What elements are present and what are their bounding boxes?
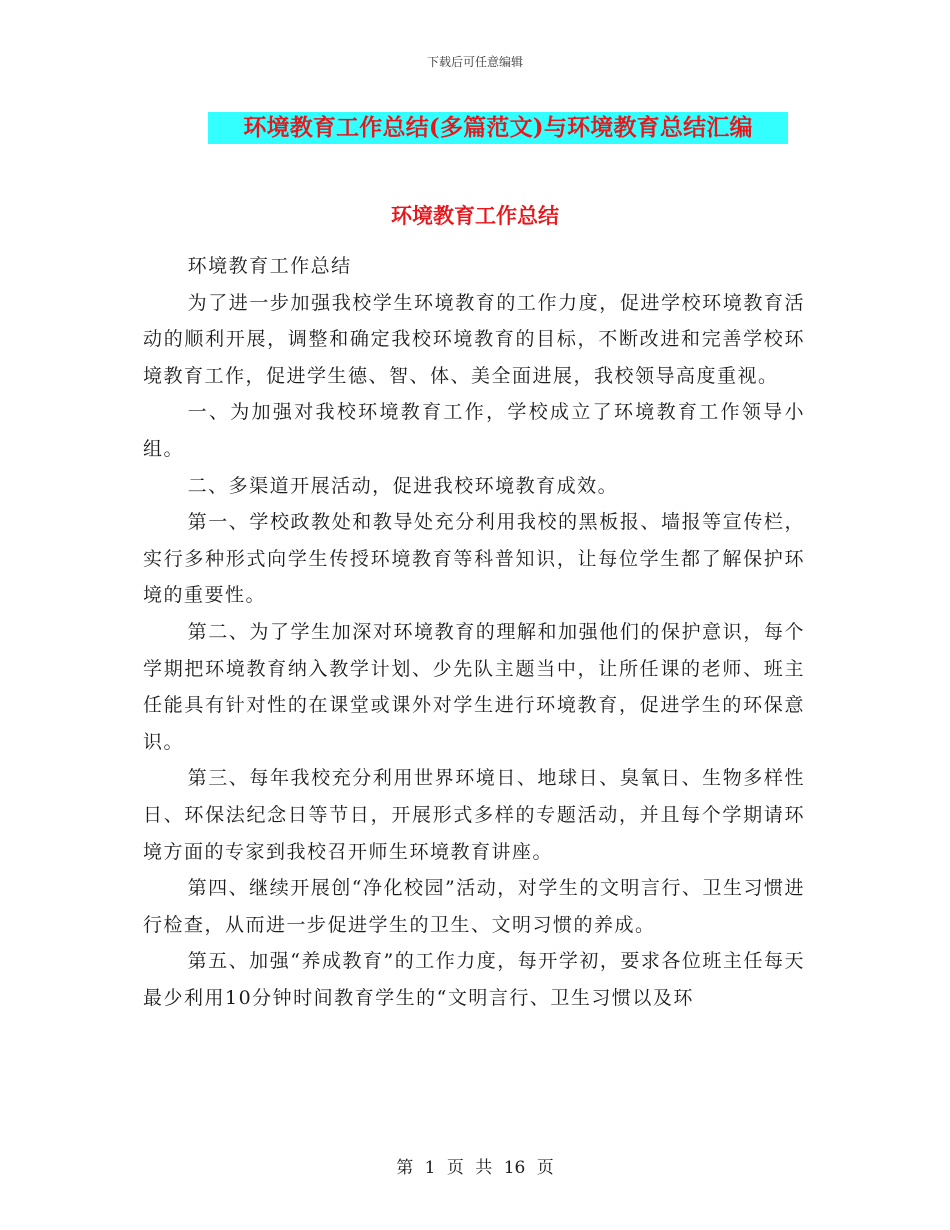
paragraph: 第五、加强“养成教育”的工作力度，每开学初，要求各位班主任每天最少利用10分钟时间教育学生的“文明言行、卫生习惯以及环 — [143, 950, 805, 1009]
paragraph: 一、为加强对我校环境教育工作，学校成立了环境教育工作领导小组。 — [143, 401, 805, 460]
paragraph: 第二、为了学生加深对环境教育的理解和加强他们的保护意识，每个学期把环境教育纳入教学计划、少先队主题当中，让所任课的老师、班主任能具有针对性的在课堂或课外对学生进行环境教育，促进学生的环保意识。 — [143, 620, 805, 753]
paragraph: 第三、每年我校充分利用世界环境日、地球日、臭氧日、生物多样性日、环保法纪念日等节日，开展形式多样的专题活动，并且每个学期请环境方面的专家到我校召开师生环境教育讲座。 — [143, 767, 805, 863]
paragraph: 二、多渠道开展活动，促进我校环境教育成效。 — [187, 474, 619, 497]
header-note: 下载后可任意编辑 — [426, 55, 523, 69]
section-title: 环境教育工作总结 — [391, 203, 559, 228]
paragraph: 为了进一步加强我校学生环境教育的工作力度，促进学校环境教育活动的顺利开展，调整和确定我校环境教育的目标，不断改进和完善学校环境教育工作，促进学生德、智、体、美全面进展，我校领导高度重视。 — [143, 291, 805, 387]
document-body — [143, 248, 805, 1016]
paragraph: 第四、继续开展创“净化校园”活动，对学生的文明言行、卫生习惯进行检查，从而进一步促进学生的卫生、文明习惯的养成。 — [143, 877, 805, 936]
paragraph: 第一、学校政教处和教导处充分利用我校的黑板报、墙报等宣传栏，实行多种形式向学生传授环境教育等科普知识，让每位学生都了解保护环境的重要性。 — [143, 511, 805, 607]
paragraph-subtitle: 环境教育工作总结 — [187, 255, 352, 277]
page-footer: 第 1 页 共 16 页 — [396, 1158, 554, 1178]
main-title-container — [208, 112, 788, 144]
main-title: 环境教育工作总结(多篇范文)与环境教育总结汇编 — [208, 112, 788, 144]
